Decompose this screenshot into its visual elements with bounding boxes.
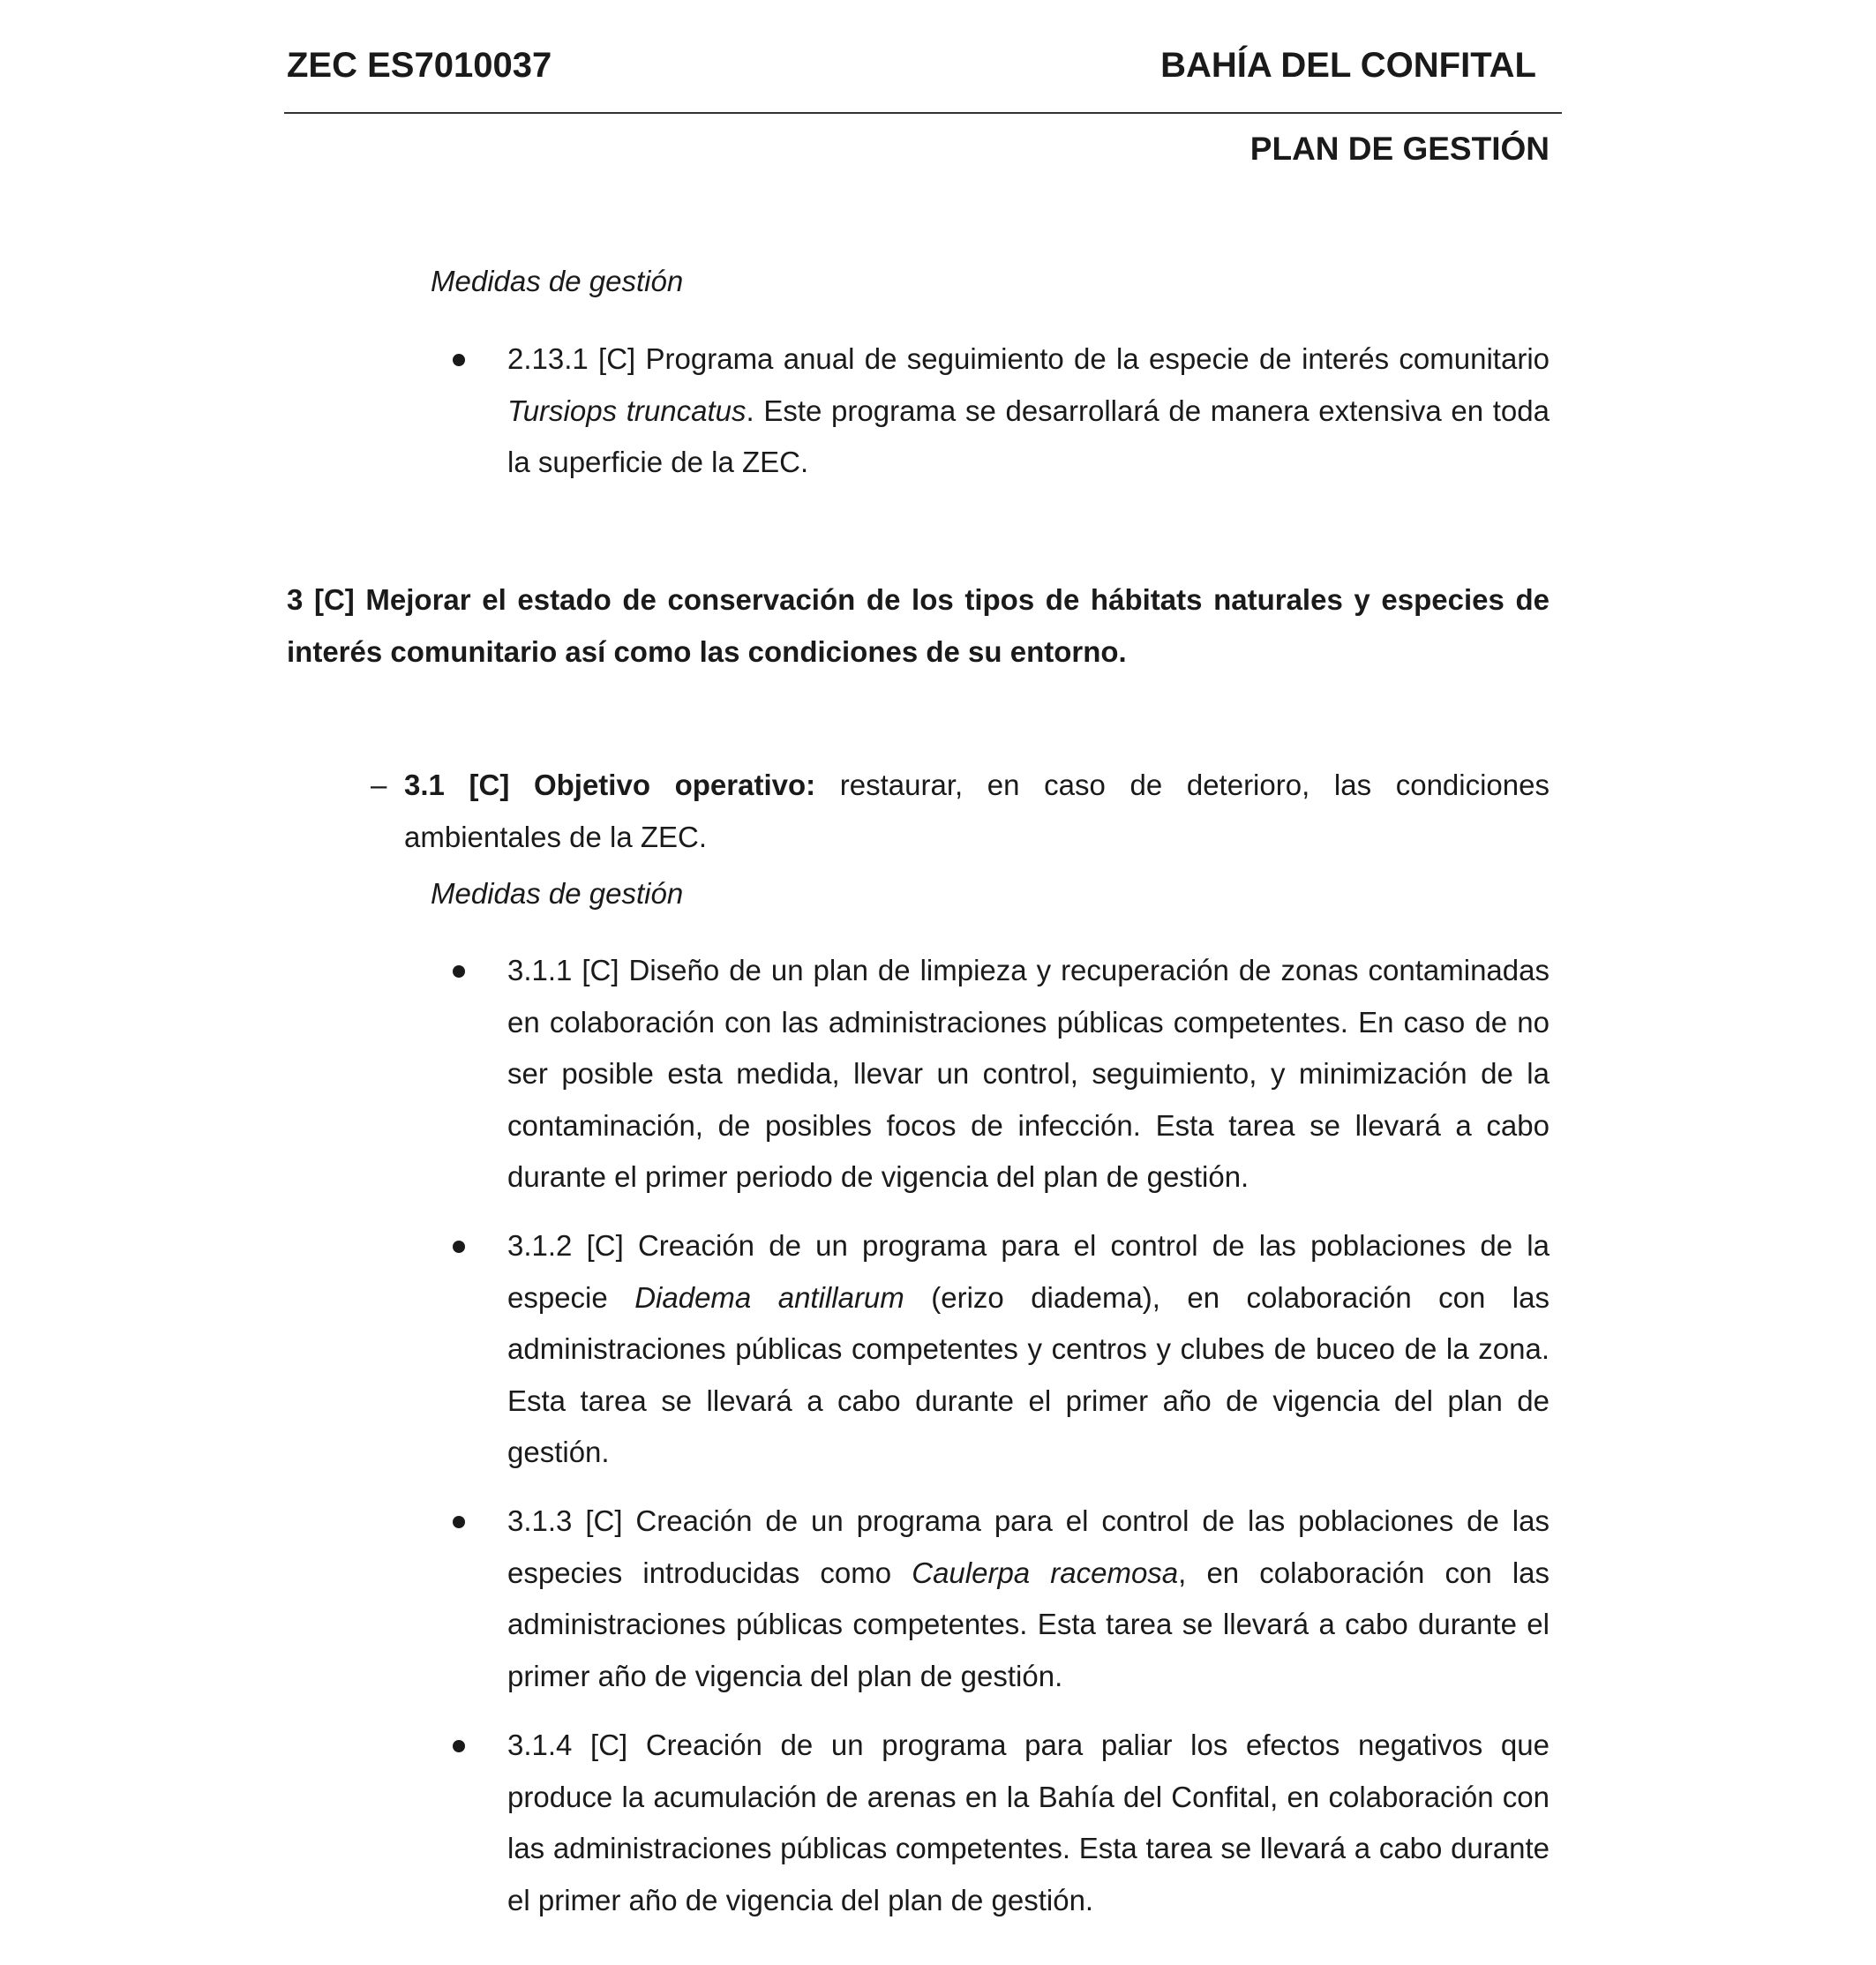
dash-marker: – <box>371 769 387 801</box>
header-divider <box>284 112 1562 114</box>
measure-text: , en colaboración con las administraciones públicas competentes. Esta tarea se llevará a cabo durante el primer año de vigencia del plan de gestión. <box>507 1556 1550 1692</box>
measure-text: 3.1.2 [C] Creación de un programa para el control de las poblaciones de la especie <box>507 1229 1550 1314</box>
measure-item <box>507 1496 1550 1702</box>
species-name: Tursiops truncatus <box>507 394 747 427</box>
measure-item <box>507 945 1550 1204</box>
species-name: Caulerpa racemosa <box>912 1556 1179 1589</box>
species-name: Diadema antillarum <box>634 1280 904 1314</box>
measures-label: Medidas de gestión <box>431 877 684 910</box>
bullet-icon <box>453 354 465 366</box>
operational-objective <box>404 760 1550 863</box>
measures-label: Medidas de gestión <box>431 265 684 297</box>
bullet-icon <box>453 1740 465 1752</box>
measure-text: 3.1.3 [C] Creación de un programa para el control de las poblaciones de las especies introducidas como <box>507 1504 1550 1589</box>
measure-item <box>507 334 1550 489</box>
measure-text: . Este programa se desarrollará de manera extensiva en toda la superficie de la ZEC. <box>507 394 1550 478</box>
site-name: BAHÍA DEL CONFITAL <box>1160 46 1536 85</box>
bullet-icon <box>453 1241 465 1253</box>
page-header <box>287 46 1547 99</box>
document-subtitle: PLAN DE GESTIÓN <box>1249 131 1550 167</box>
measure-item <box>507 1220 1550 1479</box>
measure-item <box>507 1720 1550 1926</box>
bullet-icon <box>453 965 465 978</box>
site-code: ZEC ES7010037 <box>287 46 552 85</box>
objective-text: restaurar, en caso de deterioro, las condiciones ambientales de la ZEC. <box>404 769 1550 853</box>
bullet-icon <box>453 1516 465 1528</box>
objective-label: 3.1 [C] Objetivo operativo: <box>404 769 816 801</box>
measure-text: 3.1.4 [C] Creación de un programa para paliar los efectos negativos que produce la acumulación de arenas en la Bahía del Confital, en colaboración con las administraciones públicas competentes. Esta tarea se llevará a cabo durante el primer año de vigencia del plan de gestión. <box>507 1729 1550 1916</box>
section-heading: 3 [C] Mejorar el estado de conservación de los tipos de hábitats naturales y especies de interés comunitario así como las condiciones de su entorno. <box>287 583 1550 668</box>
measure-text: 2.13.1 [C] Programa anual de seguimiento de la especie de interés comunitario <box>507 342 1550 375</box>
measure-text: (erizo diadema), en colaboración con las administraciones públicas competentes y centros y clubes de buceo de la zona. Esta tarea se llevará a cabo durante el primer año de vigencia del plan de gestión. <box>507 1280 1550 1468</box>
measure-text: 3.1.1 [C] Diseño de un plan de limpieza y recuperación de zonas contaminadas en colaboración con las administraciones públicas competentes. En caso de no ser posible esta medida, llevar un control, seguimiento, y minimización de la contaminación, de posibles focos de infección. Esta tarea se llevará a cabo durante el primer periodo de vigencia del plan de gestión. <box>507 954 1550 1193</box>
